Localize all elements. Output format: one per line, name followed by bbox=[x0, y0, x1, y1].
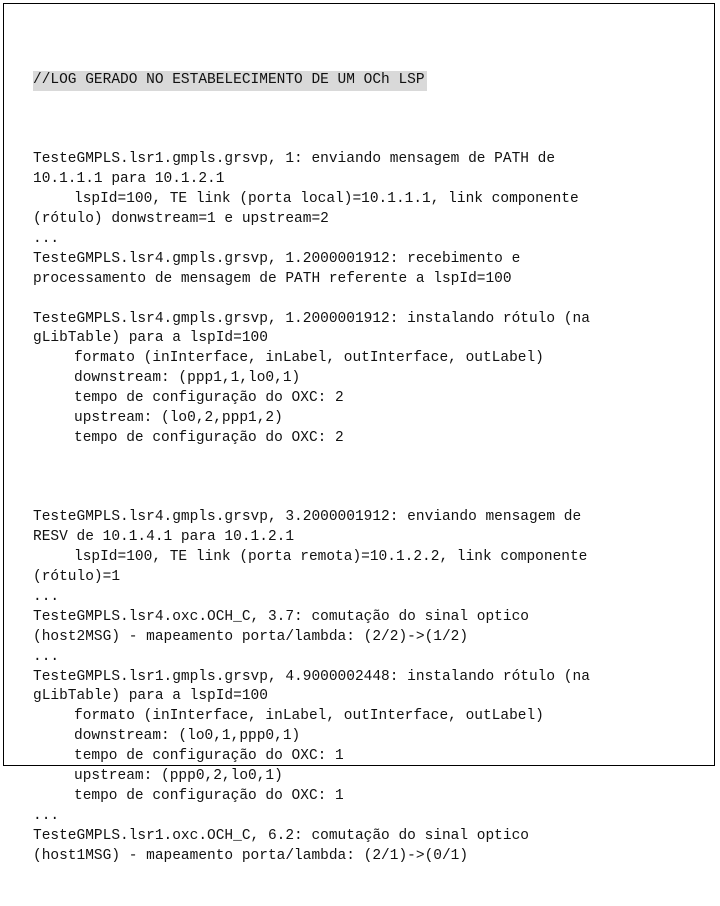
log-line: (host1MSG) - mapeamento porta/lambda: (2/1)->(0/1) bbox=[33, 847, 469, 864]
log-line: TesteGMPLS.lsr4.gmpls.grsvp, 1.2000001912: recebimento e bbox=[33, 250, 521, 267]
log-line: lspId=100, TE link (porta local)=10.1.1.1, link componente bbox=[74, 191, 579, 208]
log-blank-line bbox=[33, 489, 590, 509]
log-line: tempo de configuração do OXC: 1 bbox=[74, 748, 344, 765]
log-line: (rótulo)=1 bbox=[33, 569, 121, 586]
log-line: ... bbox=[33, 589, 60, 605]
log-line: tempo de configuração do OXC: 1 bbox=[74, 787, 344, 804]
log-line: TesteGMPLS.lsr4.gmpls.grsvp, 1.2000001912: instalando rótulo (na bbox=[33, 310, 590, 327]
log-blank-line bbox=[33, 449, 590, 469]
log-line: TesteGMPLS.lsr4.oxc.OCH_C, 3.7: comutação do sinal optico bbox=[33, 608, 529, 625]
log-line: ... bbox=[33, 648, 60, 665]
log-line: upstream: (ppp0,2,lo0,1) bbox=[74, 768, 283, 785]
log-line: tempo de configuração do OXC: 2 bbox=[74, 429, 344, 446]
log-line: gLibTable) para a lspId=100 bbox=[33, 330, 268, 347]
log-lines bbox=[33, 131, 590, 867]
log-line: (host2MSG) - mapeamento porta/lambda: (2/2)->(1/2) bbox=[33, 628, 469, 645]
log-line: upstream: (lo0,2,ppp1,2) bbox=[74, 409, 283, 426]
log-line: 10.1.1.1 para 10.1.2.1 bbox=[33, 171, 225, 188]
log-line: gLibTable) para a lspId=100 bbox=[33, 688, 268, 705]
log-line: downstream: (lo0,1,ppp0,1) bbox=[74, 728, 301, 745]
log-line: ... bbox=[33, 807, 60, 824]
log-line: (rótulo) donwstream=1 e upstream=2 bbox=[33, 211, 329, 228]
log-line: lspId=100, TE link (porta remota)=10.1.2.2, link componente bbox=[74, 549, 588, 566]
log-line: TesteGMPLS.lsr1.gmpls.grsvp, 4.9000002448: instalando rótulo (na bbox=[33, 668, 590, 685]
log-header: //LOG GERADO NO ESTABELECIMENTO DE UM OCh LSP bbox=[33, 71, 427, 91]
log-line: tempo de configuração do OXC: 2 bbox=[74, 390, 344, 407]
log-line: formato (inInterface, inLabel, outInterface, outLabel) bbox=[74, 708, 544, 725]
log-line: RESV de 10.1.4.1 para 10.1.2.1 bbox=[33, 529, 295, 546]
log-text-block bbox=[33, 31, 590, 906]
log-frame bbox=[3, 3, 715, 864]
log-blank-line bbox=[33, 469, 590, 489]
log-line: TesteGMPLS.lsr1.oxc.OCH_C, 6.2: comutação do sinal optico bbox=[33, 827, 529, 844]
log-header-line bbox=[33, 71, 590, 91]
log-line: formato (inInterface, inLabel, outInterface, outLabel) bbox=[74, 350, 544, 367]
log-blank-line bbox=[33, 290, 590, 310]
log-line: processamento de mensagem de PATH referente a lspId=100 bbox=[33, 270, 512, 287]
log-line: ... bbox=[33, 230, 60, 247]
log-line: TesteGMPLS.lsr1.gmpls.grsvp, 1: enviando mensagem de PATH de bbox=[33, 151, 556, 168]
log-line: downstream: (ppp1,1,lo0,1) bbox=[74, 370, 301, 387]
log-blank-line bbox=[33, 131, 590, 151]
log-line: TesteGMPLS.lsr4.gmpls.grsvp, 3.2000001912: enviando mensagem de bbox=[33, 509, 582, 526]
